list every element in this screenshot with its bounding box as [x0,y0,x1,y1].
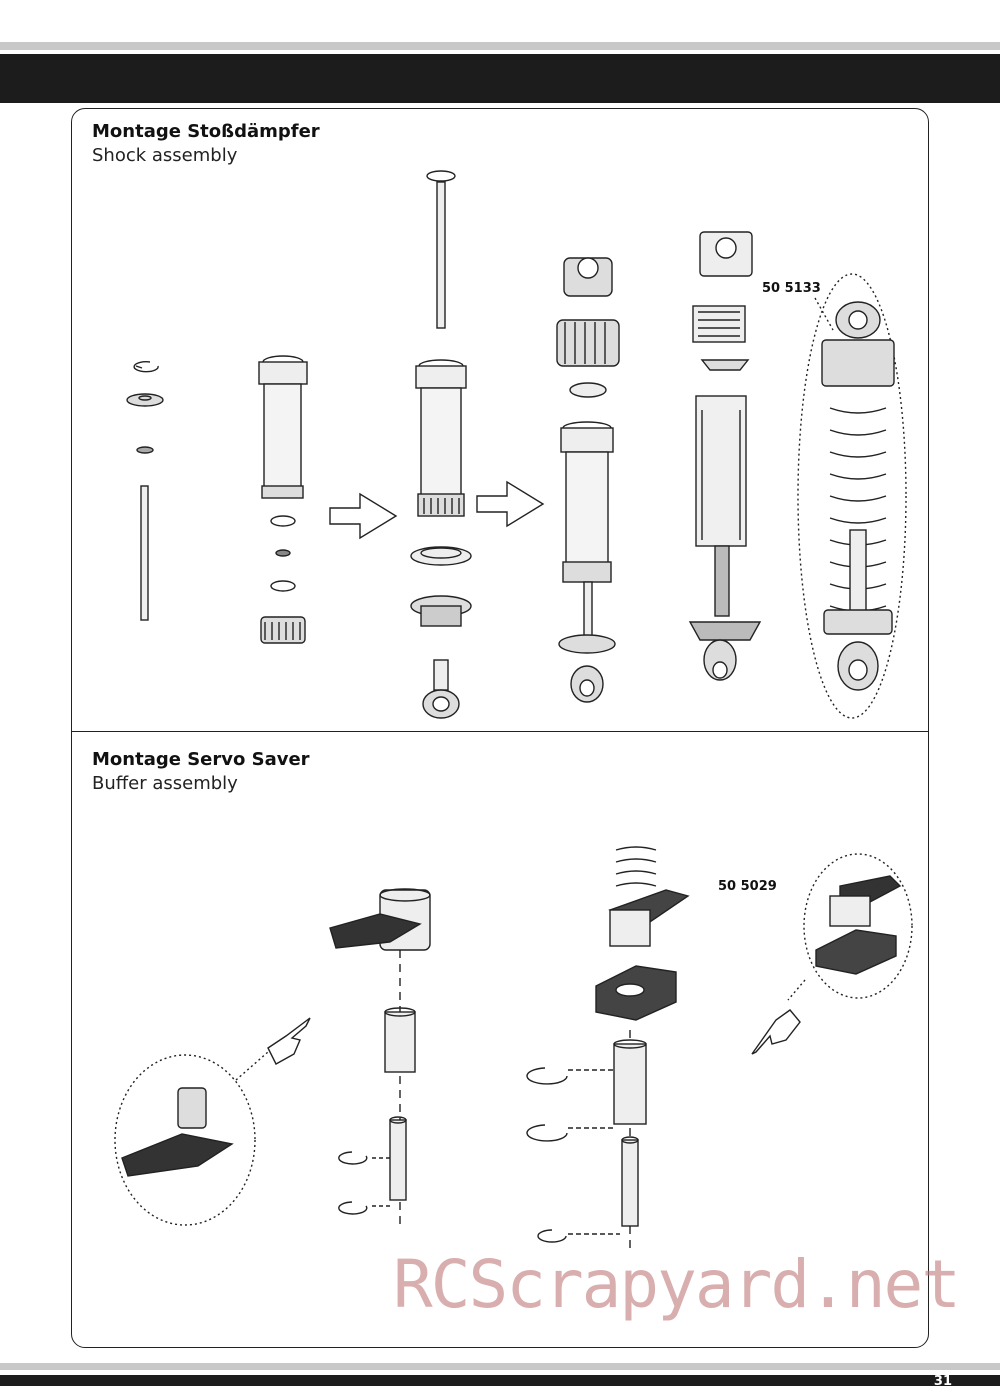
shock-top-mount-icon [564,258,612,296]
shock-body-icon [416,360,466,516]
bushing-icon [385,1008,415,1072]
arrow-right-icon [330,494,396,538]
adjuster-nut-icon [411,596,471,626]
washer-icon [127,394,163,406]
buffer-title-de: Montage Servo Saver [92,749,310,770]
servo-saver-detail-icon [122,1088,232,1176]
piston-rod-icon [141,486,148,620]
shock-title-en: Shock assembly [92,145,238,166]
footer-rule [0,1363,1000,1370]
shaft-icon [427,171,455,328]
pointing-hand-icon [752,1010,800,1054]
pin-icon [622,1137,638,1226]
buffer-title-en: Buffer assembly [92,773,238,794]
arrow-right-icon [477,482,543,526]
assembled-shock-icon [822,302,894,690]
shock-cap-icon [261,617,305,643]
spring-cup-icon [411,547,471,565]
bushing-icon [614,1040,646,1124]
watermark: RCScrapyard.net [393,1246,960,1323]
bladder-icon [570,383,606,397]
shock-part-number: 50 5133 [762,281,821,296]
servo-saver-base-icon [596,966,676,1020]
pointing-hand-icon [268,1018,310,1064]
servo-saver-arm-icon [610,890,688,946]
servo-saver-detail-icon [816,876,900,974]
footer-bar [0,1375,1000,1386]
e-clip-icon [527,1068,567,1242]
buffer-part-number: 50 5029 [718,879,777,894]
e-clip-icon [134,362,158,372]
e-clip-icon [339,1152,367,1214]
o-ring-icon [271,516,295,591]
o-ring-icon [137,447,153,453]
spring-icon [616,847,656,886]
page-number: 31 [933,1374,952,1389]
cutaway-shock-icon [690,232,760,680]
shock-cap-icon [557,320,619,366]
shock-title-de: Montage Stoßdämpfer [92,121,320,142]
rod-end-icon [423,660,459,718]
pin-icon [390,1117,406,1200]
servo-saver-arm-icon [330,889,430,950]
shock-body-icon [559,422,615,702]
shock-body-icon [259,356,307,498]
